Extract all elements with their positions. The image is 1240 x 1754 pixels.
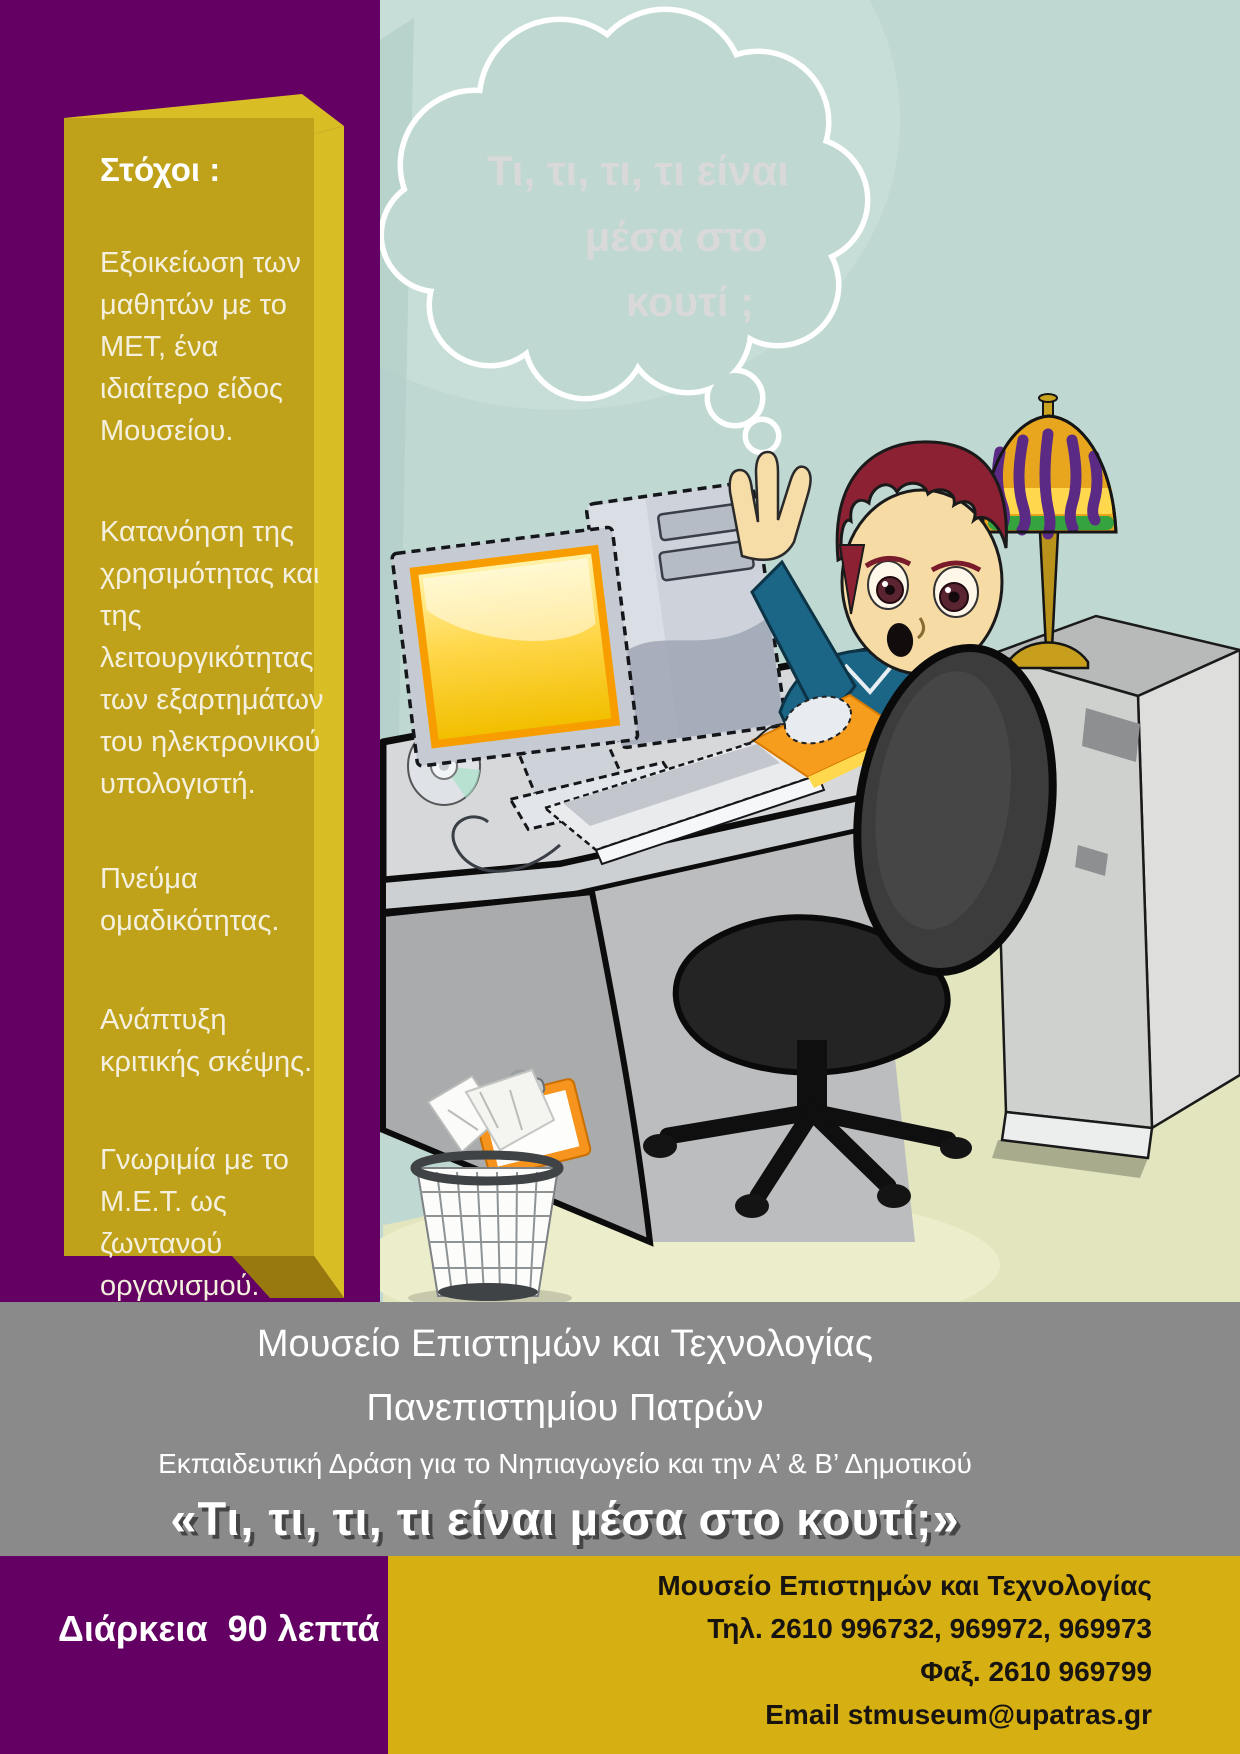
goal-item: Εξοικείωση των μαθητών με το ΜΕΤ, ένα ιδιαίτερο είδος Μουσείου.: [100, 247, 301, 447]
activity-headline: «Τι, τι, τι, τι είναι μέσα στο κουτί;»: [170, 1492, 960, 1545]
activity-subtitle: Εκπαιδευτική Δράση για το Νηπιαγωγείο και την Α’ & Β’ Δημοτικού: [158, 1448, 972, 1479]
goals-heading: Στόχοι :: [100, 151, 221, 188]
goal-item: Πνεύμα ομαδικότητας.: [100, 863, 280, 937]
svg-text:κουτί ;: κουτί ;: [625, 278, 755, 325]
duration-text: Διάρκεια 90 λεπτά: [58, 1608, 380, 1649]
contact-block: [388, 1556, 1240, 1754]
goal-item: Κατανόηση της χρησιμότητας και της λειτουργικότητας των εξαρτημάτων του ηλεκτρονικού υπολογιστή.: [100, 516, 324, 800]
goal-item: Γνωριμία με το Μ.Ε.Τ. ως ζωντανού οργανισμού.: [100, 1144, 289, 1302]
svg-text:μέσα στο: μέσα στο: [584, 213, 768, 260]
contact-email: Email stmuseum@upatras.gr: [765, 1699, 1152, 1730]
contact-fax: Φαξ. 2610 969799: [920, 1656, 1152, 1687]
museum-name-line2: Πανεπιστημίου Πατρών: [366, 1387, 764, 1429]
svg-text:Τι, τι, τι, τι είναι: Τι, τι, τι, τι είναι: [487, 147, 789, 194]
title-band: [0, 1302, 1240, 1556]
contact-phone: Τηλ. 2610 996732, 969972, 969973: [707, 1613, 1152, 1644]
goals-content: [100, 150, 328, 1307]
duration-block: [0, 1556, 388, 1754]
museum-name-line1: Μουσείο Επιστημών και Τεχνολογίας: [256, 1323, 874, 1365]
contact-museum-name: Μουσείο Επιστημών και Τεχνολογίας: [657, 1570, 1152, 1601]
goal-item: Ανάπτυξη κριτικής σκέψης.: [100, 1004, 313, 1078]
goals-sidebar: [0, 0, 380, 1302]
boy-head: [837, 442, 1006, 674]
